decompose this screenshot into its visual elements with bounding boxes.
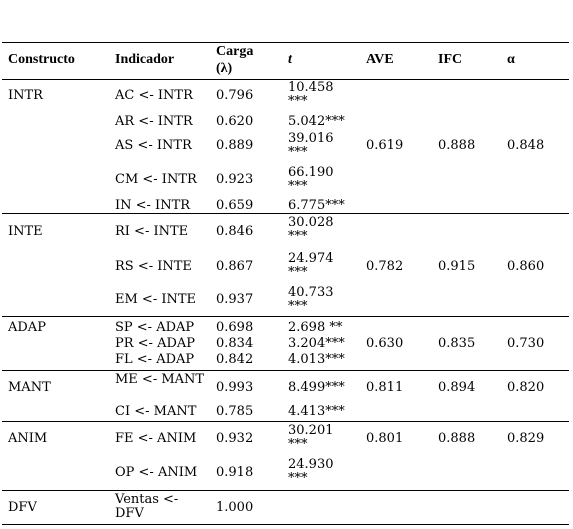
ifc-cell: 0.888 bbox=[438, 431, 476, 446]
indicador-cell: AS <- INTR bbox=[115, 138, 192, 153]
constructo-cell: ANIM bbox=[8, 431, 48, 446]
alpha-cell: 0.848 bbox=[507, 138, 545, 153]
carga-cell: 0.923 bbox=[216, 172, 254, 187]
constructo-cell: MANT bbox=[8, 380, 51, 395]
header-constructo: Constructo bbox=[8, 52, 75, 67]
carga-cell: 0.620 bbox=[216, 114, 254, 129]
carga-cell: 1.000 bbox=[216, 500, 254, 515]
constructo-cell: INTR bbox=[8, 88, 43, 103]
carga-cell: 0.889 bbox=[216, 138, 254, 153]
alpha-cell: 0.860 bbox=[507, 259, 545, 274]
ave-cell: 0.811 bbox=[366, 380, 404, 395]
ave-cell: 0.801 bbox=[366, 431, 404, 446]
indicador-cell: EM <- INTE bbox=[115, 292, 197, 307]
group-rule bbox=[2, 490, 569, 491]
indicador-cell: PR <- ADAP bbox=[115, 336, 196, 351]
carga-cell: 0.993 bbox=[216, 380, 254, 395]
indicador-cell: ME <- MANT bbox=[115, 372, 205, 387]
group-rule bbox=[2, 316, 569, 317]
constructo-cell: DFV bbox=[8, 500, 37, 515]
t-cell: 6.775*** bbox=[288, 198, 345, 213]
t-cell: 2.698 ** bbox=[288, 320, 343, 335]
header-alpha: α bbox=[507, 52, 515, 67]
ifc-cell: 0.894 bbox=[438, 380, 476, 395]
ave-cell: 0.619 bbox=[366, 138, 404, 153]
t-cell: 30.028 *** bbox=[288, 215, 334, 244]
top-rule bbox=[2, 42, 569, 43]
indicador-cell: FE <- ANIM bbox=[115, 431, 197, 446]
carga-cell: 0.785 bbox=[216, 404, 254, 419]
ifc-cell: 0.915 bbox=[438, 259, 476, 274]
indicador-cell: FL <- ADAP bbox=[115, 352, 195, 367]
ave-cell: 0.630 bbox=[366, 336, 404, 351]
header-indicador: Indicador bbox=[115, 52, 175, 67]
header-ifc: IFC bbox=[438, 52, 463, 67]
carga-cell: 0.842 bbox=[216, 352, 254, 367]
header-ave: AVE bbox=[366, 52, 394, 67]
t-cell: 24.930 *** bbox=[288, 457, 334, 486]
carga-cell: 0.937 bbox=[216, 292, 254, 307]
t-cell: 40.733 *** bbox=[288, 285, 334, 314]
ifc-cell: 0.888 bbox=[438, 138, 476, 153]
indicador-cell: OP <- ANIM bbox=[115, 465, 198, 480]
carga-cell: 0.796 bbox=[216, 88, 254, 103]
carga-cell: 0.867 bbox=[216, 259, 254, 274]
indicador-cell: CM <- INTR bbox=[115, 172, 197, 187]
group-rule bbox=[2, 421, 569, 422]
alpha-cell: 0.730 bbox=[507, 336, 545, 351]
header-rule bbox=[2, 79, 569, 80]
group-rule bbox=[2, 370, 569, 371]
alpha-cell: 0.829 bbox=[507, 431, 545, 446]
t-cell: 4.413*** bbox=[288, 404, 345, 419]
constructo-cell: INTE bbox=[8, 224, 43, 239]
bottom-rule bbox=[2, 524, 569, 525]
alpha-cell: 0.820 bbox=[507, 380, 545, 395]
indicador-cell: RS <- INTE bbox=[115, 259, 192, 274]
indicador-cell: RI <- INTE bbox=[115, 224, 189, 239]
ifc-cell: 0.835 bbox=[438, 336, 476, 351]
carga-cell: 0.918 bbox=[216, 465, 254, 480]
t-cell: 4.013*** bbox=[288, 352, 345, 367]
header-carga-symbol: (λ) bbox=[216, 61, 233, 76]
carga-cell: 0.834 bbox=[216, 336, 254, 351]
header-carga: Carga bbox=[216, 44, 254, 59]
header-t: t bbox=[288, 52, 292, 67]
indicador-cell: SP <- ADAP bbox=[115, 320, 195, 335]
indicador-cell: AC <- INTR bbox=[115, 88, 193, 103]
t-cell: 3.204*** bbox=[288, 336, 345, 351]
t-cell: 66.190 *** bbox=[288, 165, 334, 194]
t-cell: 24.974 *** bbox=[288, 251, 334, 280]
indicador-cell: IN <- INTR bbox=[115, 198, 191, 213]
carga-cell: 0.659 bbox=[216, 198, 254, 213]
t-cell: 8.499*** bbox=[288, 380, 345, 395]
carga-cell: 0.846 bbox=[216, 224, 254, 239]
t-cell: 30.201 *** bbox=[288, 423, 334, 452]
indicador-cell: AR <- INTR bbox=[115, 114, 193, 129]
indicador-cell: CI <- MANT bbox=[115, 404, 197, 419]
carga-cell: 0.932 bbox=[216, 431, 254, 446]
indicador-cell: Ventas <- DFV bbox=[115, 492, 179, 521]
group-rule bbox=[2, 213, 569, 214]
constructo-cell: ADAP bbox=[8, 320, 46, 335]
ave-cell: 0.782 bbox=[366, 259, 404, 274]
t-cell: 5.042*** bbox=[288, 114, 345, 129]
t-cell: 10.458 *** bbox=[288, 80, 334, 109]
t-cell: 39.016 *** bbox=[288, 131, 334, 160]
carga-cell: 0.698 bbox=[216, 320, 254, 335]
